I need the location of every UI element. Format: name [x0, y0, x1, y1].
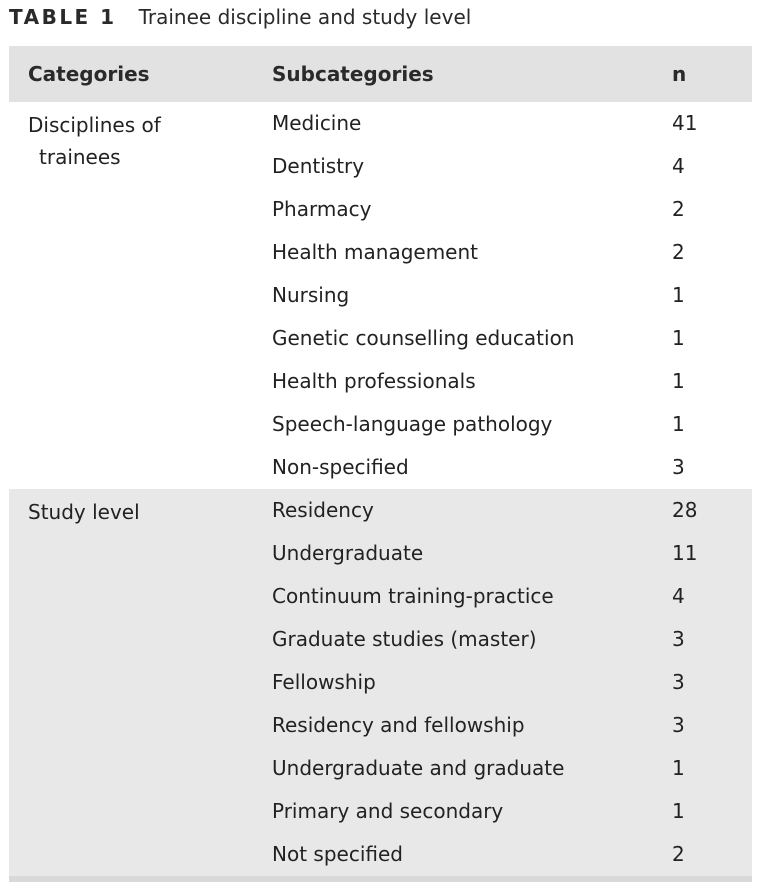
count-cell: 28 — [672, 498, 698, 522]
header-subcategories: Subcategories — [272, 62, 434, 86]
table-row — [9, 274, 752, 317]
count-cell: 1 — [672, 369, 685, 393]
count-cell: 3 — [672, 627, 685, 651]
count-cell: 4 — [672, 154, 685, 178]
table-row — [9, 145, 752, 188]
group-study-level — [9, 489, 752, 876]
subcategory-cell: Health management — [272, 240, 479, 264]
category-label-line2: trainees — [39, 145, 121, 169]
table-row — [9, 747, 752, 790]
table-row — [9, 661, 752, 704]
table-row — [9, 102, 752, 145]
count-cell: 1 — [672, 799, 685, 823]
count-cell: 2 — [672, 197, 685, 221]
subcategory-cell: Health professionals — [272, 369, 476, 393]
table-title: Trainee discipline and study level — [138, 5, 472, 29]
count-cell: 2 — [672, 842, 685, 866]
table-row — [9, 618, 752, 661]
category-label-line1: Study level — [28, 500, 140, 524]
count-cell: 3 — [672, 670, 685, 694]
count-cell: 11 — [672, 541, 698, 565]
table-row — [9, 790, 752, 833]
table-row — [9, 833, 752, 876]
table-row — [9, 188, 752, 231]
subcategory-cell: Graduate studies (master) — [272, 627, 537, 651]
table-bottom-rule — [9, 876, 752, 882]
count-cell: 1 — [672, 326, 685, 350]
subcategory-cell: Nursing — [272, 283, 350, 307]
category-label-line1: Disciplines of — [28, 113, 161, 137]
group-disciplines — [9, 102, 752, 489]
table-row — [9, 231, 752, 274]
header-categories: Categories — [28, 62, 150, 86]
table-row — [9, 360, 752, 403]
table-row — [9, 575, 752, 618]
table-row — [9, 489, 752, 532]
subcategory-cell: Dentistry — [272, 154, 365, 178]
subcategory-cell: Not specified — [272, 842, 403, 866]
subcategory-cell: Medicine — [272, 111, 362, 135]
count-cell: 41 — [672, 111, 698, 135]
count-cell: 2 — [672, 240, 685, 264]
count-cell: 1 — [672, 283, 685, 307]
subcategory-cell: Non-specified — [272, 455, 409, 479]
subcategory-cell: Primary and secondary — [272, 799, 504, 823]
count-cell: 1 — [672, 756, 685, 780]
table-row — [9, 403, 752, 446]
subcategory-cell: Residency and fellowship — [272, 713, 525, 737]
table-header-row — [9, 46, 752, 102]
subcategory-cell: Undergraduate — [272, 541, 424, 565]
table-row — [9, 532, 752, 575]
subcategory-cell: Genetic counselling education — [272, 326, 575, 350]
table-caption — [9, 5, 471, 31]
subcategory-cell: Fellowship — [272, 670, 376, 694]
subcategory-cell: Undergraduate and graduate — [272, 756, 565, 780]
header-n: n — [672, 62, 687, 86]
count-cell: 4 — [672, 584, 685, 608]
subcategory-cell: Pharmacy — [272, 197, 372, 221]
count-cell: 3 — [672, 455, 685, 479]
data-table — [9, 46, 752, 882]
subcategory-cell: Residency — [272, 498, 374, 522]
table-label: TABLE 1 — [9, 5, 117, 29]
count-cell: 1 — [672, 412, 685, 436]
table-row — [9, 317, 752, 360]
subcategory-cell: Continuum training-practice — [272, 584, 554, 608]
count-cell: 3 — [672, 713, 685, 737]
table-row — [9, 446, 752, 489]
table-row — [9, 704, 752, 747]
subcategory-cell: Speech-language pathology — [272, 412, 553, 436]
